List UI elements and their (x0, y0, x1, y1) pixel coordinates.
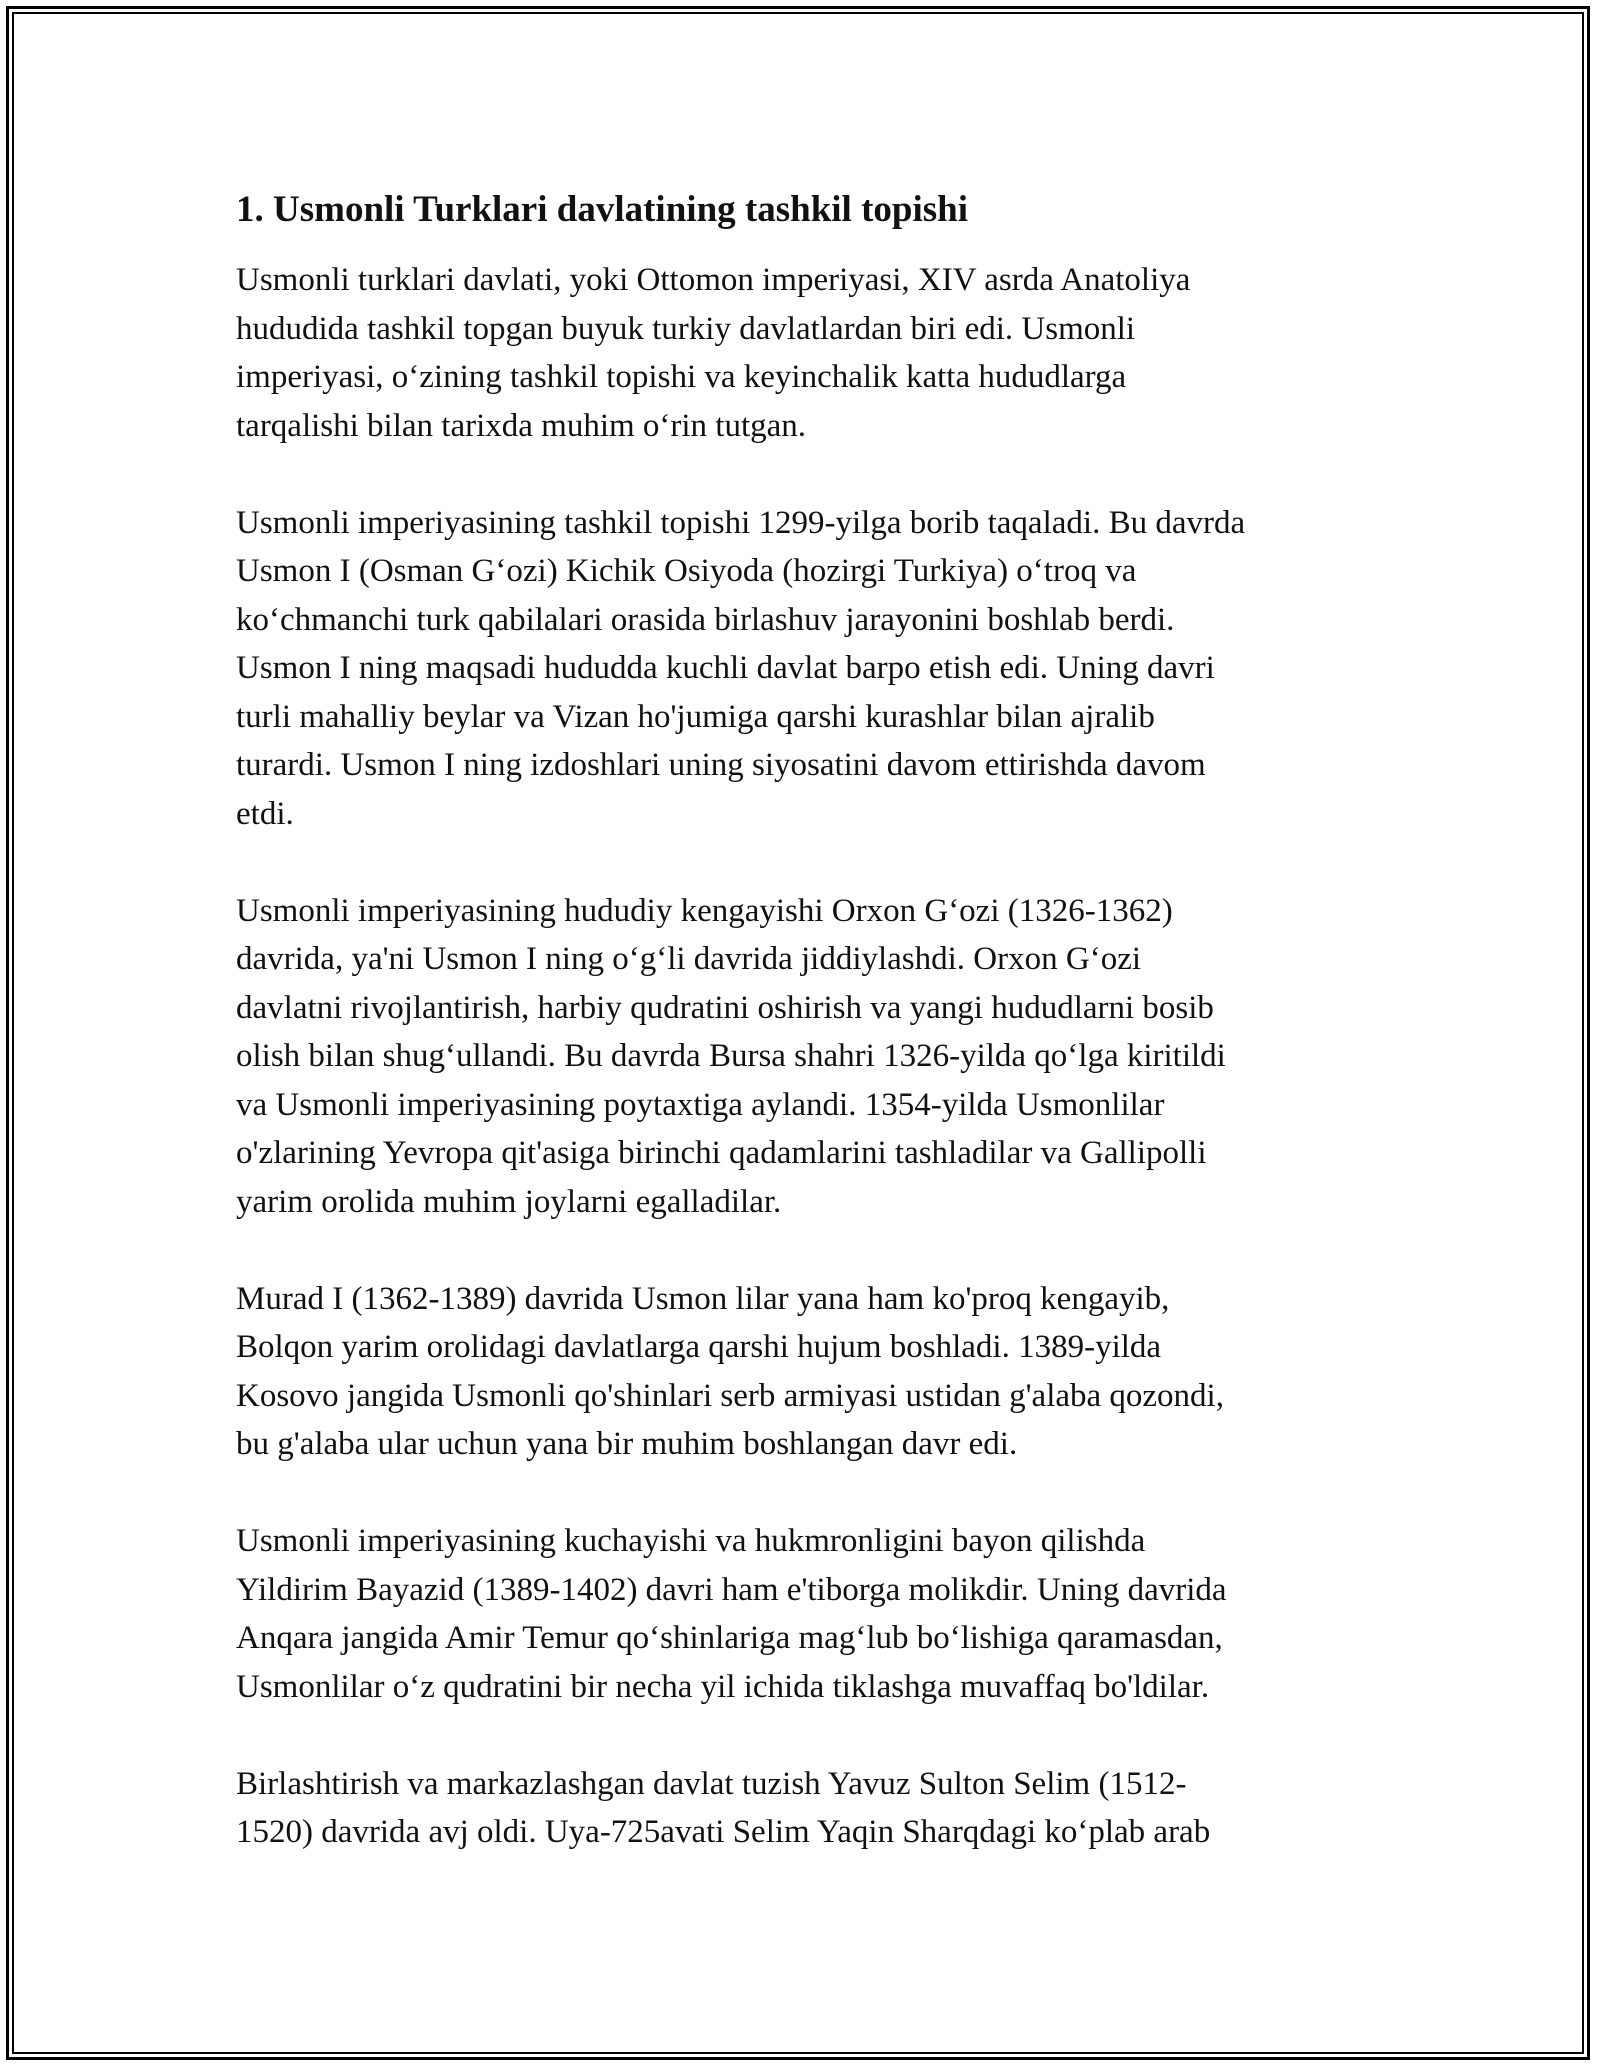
paragraph-line: Usmonli imperiyasining tashkil topishi 1299-yilga borib taqaladi. Bu davrda (236, 504, 1246, 541)
paragraph-line: 1520) davrida avj oldi. Uya-725avati Selim Yaqin Sharqdagi ko‘plab arab (236, 1814, 1211, 1850)
paragraph-line: etdi. (236, 795, 294, 832)
paragraph-line: Usmonli imperiyasining kuchayishi va hukmronligini bayon qilishda (236, 1523, 1146, 1559)
paragraph (236, 887, 1366, 1227)
section-heading: 1. Usmonli Turklari davlatining tashkil topishi (236, 189, 969, 230)
document-body (236, 186, 1366, 1905)
paragraph-line: va Usmonli imperiyasining poytaxtiga aylandi. 1354-yilda Usmonlilar (236, 1086, 1165, 1123)
paragraph-line: Usmonlilar o‘z qudratini bir necha yil ichida tiklashga muvaffaq bo'ldilar. (236, 1668, 1210, 1705)
paragraph-line: turardi. Usmon I ning izdoshlari uning siyosatini davom ettirishda davom (236, 747, 1206, 783)
paragraph (236, 256, 1366, 450)
paragraph (236, 1275, 1366, 1469)
paragraph-line: davrida, ya'ni Usmon I ning o‘g‘li davrida jiddiylashdi. Orxon G‘ozi (236, 941, 1142, 977)
paragraph (236, 1517, 1366, 1711)
paragraph-line: Birlashtirish va markazlashgan davlat tuzish Yavuz Sulton Selim (1512- (236, 1765, 1187, 1802)
paragraph-line: tarqalishi bilan tarixda muhim o‘rin tutgan. (236, 407, 807, 444)
paragraph-list (236, 256, 1366, 1857)
paragraph-line: Anqara jangida Amir Temur qo‘shinlariga mag‘lub bo‘lishiga qaramasdan, (236, 1620, 1223, 1656)
paragraph-line: hududida tashkil topgan buyuk turkiy davlatlardan biri edi. Usmonli (236, 310, 1136, 347)
paragraph-line: Usmon I (Osman G‘ozi) Kichik Osiyoda (hozirgi Turkiya) o‘troq va (236, 553, 1137, 589)
paragraph-line: imperiyasi, o‘zining tashkil topishi va keyinchalik katta hududlarga (236, 359, 1127, 395)
paragraph-line: Bolqon yarim orolidagi davlatlarga qarshi hujum boshladi. 1389-yilda (236, 1329, 1162, 1365)
paragraph-line: Kosovo jangida Usmonli qo'shinlari serb armiyasi ustidan g'alaba qozondi, (236, 1377, 1224, 1414)
paragraph-line: Usmonli imperiyasining hududiy kengayishi Orxon G‘ozi (1326-1362) (236, 892, 1173, 929)
paragraph (236, 499, 1366, 839)
paragraph-line: bu g'alaba ular uchun yana bir muhim boshlangan davr edi. (236, 1426, 1018, 1462)
paragraph-line: turli mahalliy beylar va Vizan ho'jumiga qarshi kurashlar bilan ajralib (236, 698, 1155, 735)
paragraph-line: yarim orolida muhim joylarni egalladilar. (236, 1183, 782, 1220)
paragraph-line: Murad I (1362-1389) davrida Usmon lilar yana ham ko'proq kengayib, (236, 1280, 1170, 1317)
paragraph-line: olish bilan shug‘ullandi. Bu davrda Bursa shahri 1326-yilda qo‘lga kiritildi (236, 1038, 1226, 1074)
paragraph (236, 1760, 1366, 1857)
paragraph-line: Usmonli turklari davlati, yoki Ottomon imperiyasi, XIV asrda Anatoliya (236, 262, 1191, 298)
paragraph-line: o'zlarining Yevropa qit'asiga birinchi qadamlarini tashladilar va Gallipolli (236, 1135, 1207, 1171)
paragraph-line: davlatni rivojlantirish, harbiy qudratini oshirish va yangi hududlarni bosib (236, 989, 1214, 1026)
paragraph-line: Yildirim Bayazid (1389-1402) davri ham e'tiborga molikdir. Uning davrida (236, 1571, 1227, 1608)
paragraph-line: ko‘chmanchi turk qabilalari orasida birlashuv jarayonini boshlab berdi. (236, 601, 1175, 638)
paragraph-line: Usmon I ning maqsadi hududda kuchli davlat barpo etish edi. Uning davri (236, 650, 1215, 686)
